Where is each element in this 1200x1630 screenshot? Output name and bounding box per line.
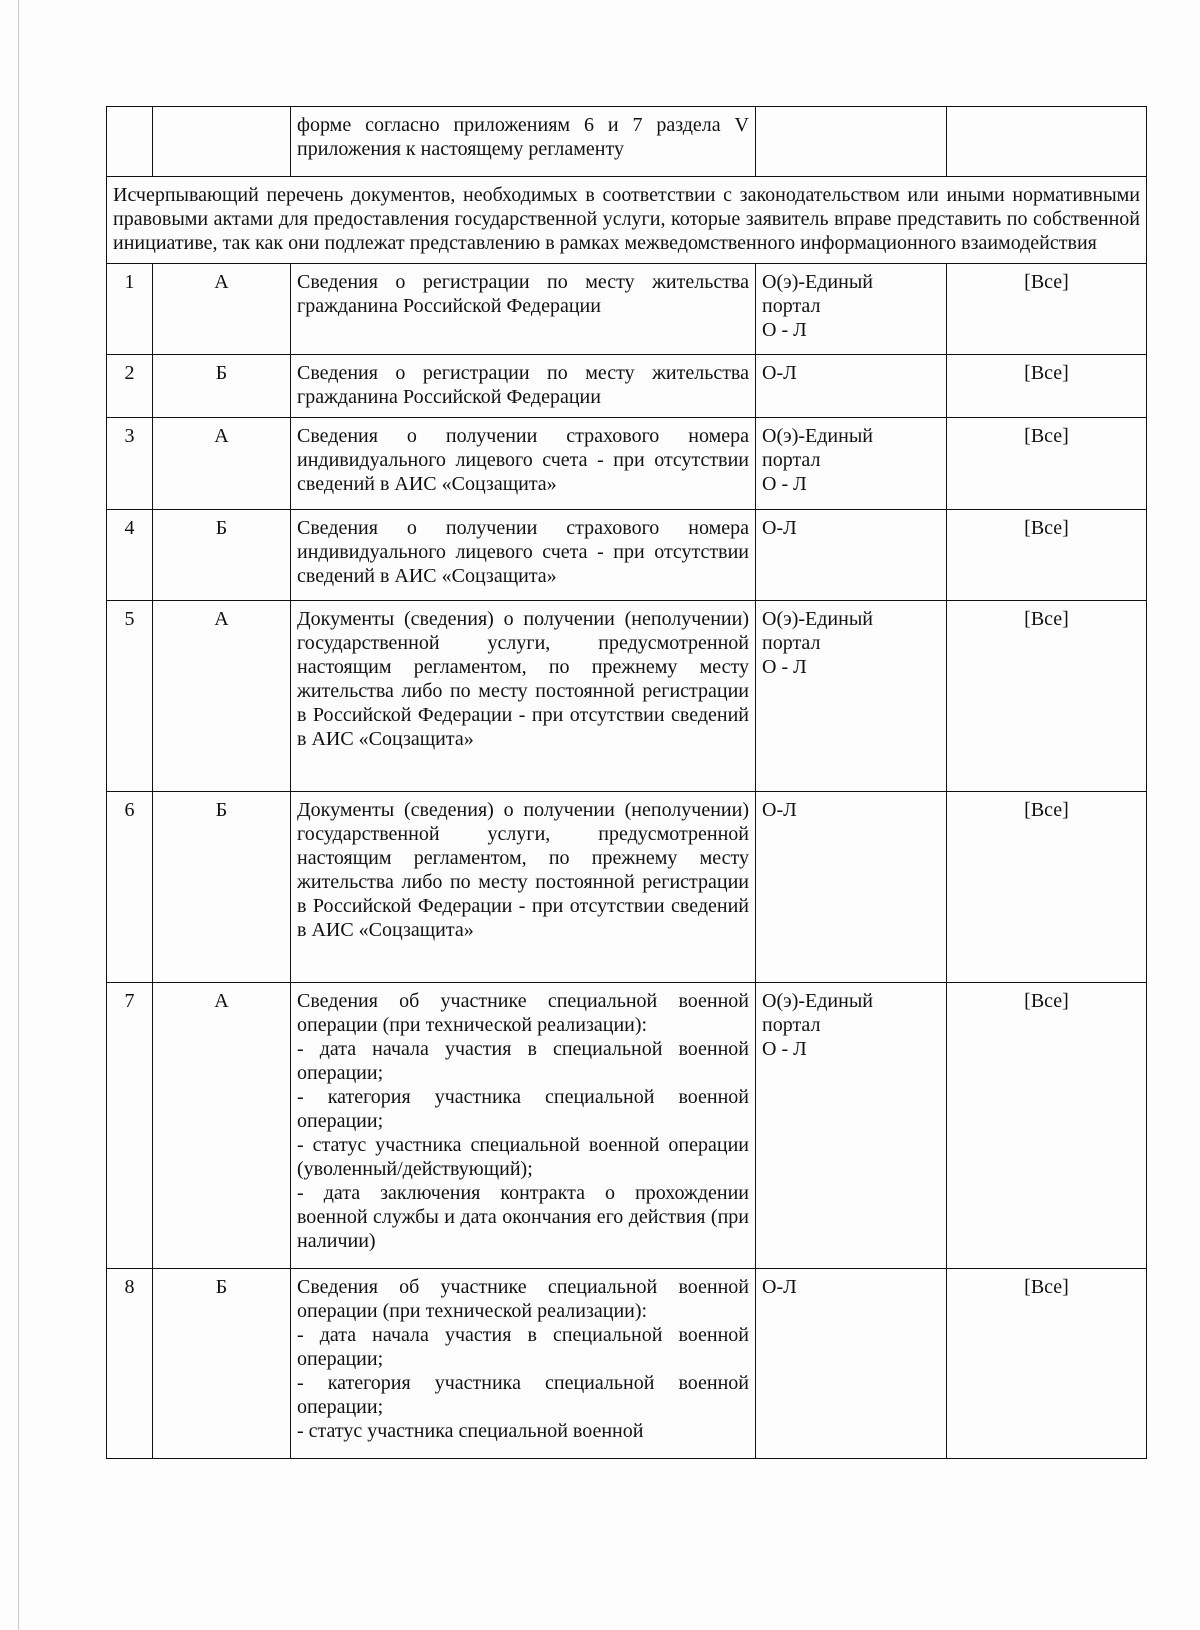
- submission-method-word: Единый: [805, 990, 873, 1012]
- document-name-line: Сведения об участнике специальной военной операции (при технической реализации):: [297, 1276, 749, 1322]
- table-row-continuation: [107, 107, 1147, 177]
- row-applicant-category: [Все]: [947, 1269, 1147, 1459]
- table-row: [107, 355, 1147, 418]
- submission-method-word: О(э): [762, 608, 799, 630]
- row-document-name: Сведения о получении страхового номера индивидуального лицевого счета - при отсутствии сведений в АИС «Соцзащита»: [291, 418, 756, 510]
- row-document-name: [291, 1269, 756, 1459]
- row-number: 8: [107, 1269, 153, 1459]
- row-document-name: Сведения о регистрации по месту жительства гражданина Российской Федерации: [291, 355, 756, 418]
- cell-empty: [153, 107, 291, 177]
- submission-method-word: Единый: [805, 425, 873, 447]
- row-category: Б: [153, 510, 291, 601]
- submission-method-word: Л: [783, 362, 797, 384]
- row-category: А: [153, 418, 291, 510]
- submission-method-line: О - Л: [762, 656, 807, 678]
- row-number: 3: [107, 418, 153, 510]
- cell-empty: [756, 107, 947, 177]
- table-row-section-header: [107, 177, 1147, 264]
- row-applicant-category: [Все]: [947, 355, 1147, 418]
- row-document-name: Документы (сведения) о получении (неполучении) государственной услуги, предусмотренной настоящим регламентом, по прежнему месту жительства либо по месту постоянной регистрации в Российской Федерации - при отсутствии сведений в АИС «Соцзащита»: [291, 601, 756, 792]
- submission-method-word: Л: [783, 1276, 797, 1298]
- document-name-line: - статус участника специальной военной операции (уволенный/действующий);: [297, 1134, 749, 1180]
- table-row: [107, 983, 1147, 1269]
- submission-method-word: -: [798, 425, 806, 447]
- document-name-line: - дата начала участия в специальной военной операции;: [297, 1038, 749, 1084]
- row-category: А: [153, 264, 291, 355]
- submission-method-word: -: [798, 608, 806, 630]
- document-name-line: - категория участника специальной военной операции;: [297, 1086, 749, 1132]
- row-applicant-category: [Все]: [947, 264, 1147, 355]
- submission-method-line: [762, 361, 940, 385]
- row-submission-method: [756, 510, 947, 601]
- row-document-name: [291, 983, 756, 1269]
- document-name-line: - дата начала участия в специальной военной операции;: [297, 1324, 749, 1370]
- submission-method-word: О: [762, 362, 777, 384]
- scan-edge-line: [18, 0, 19, 1630]
- submission-method-word: -: [798, 271, 806, 293]
- row-number: 4: [107, 510, 153, 601]
- cell-empty: [107, 107, 153, 177]
- document-name-line: Сведения об участнике специальной военной операции (при технической реализации):: [297, 990, 749, 1036]
- submission-method-word: Л: [783, 799, 797, 821]
- row-category: Б: [153, 792, 291, 983]
- row-document-name: Сведения о получении страхового номера индивидуального лицевого счета - при отсутствии сведений в АИС «Соцзащита»: [291, 510, 756, 601]
- submission-method-word: -: [776, 362, 784, 384]
- documents-table: [106, 106, 1147, 1459]
- document-name-line: - статус участника специальной военной: [297, 1420, 644, 1442]
- submission-method-word: -: [776, 799, 784, 821]
- submission-method-line: О - Л: [762, 1038, 807, 1060]
- submission-method-word: О: [762, 799, 777, 821]
- table-row: [107, 510, 1147, 601]
- row-number: 2: [107, 355, 153, 418]
- row-applicant-category: [Все]: [947, 792, 1147, 983]
- submission-method-word: -: [776, 517, 784, 539]
- document-name-line: - категория участника специальной военной операции;: [297, 1372, 749, 1418]
- cell-doc-continuation: форме согласно приложениям 6 и 7 раздела V приложения к настоящему регламенту: [291, 107, 756, 177]
- submission-method-line: [762, 516, 940, 540]
- row-submission-method: [756, 418, 947, 510]
- submission-method-line: О - Л: [762, 319, 807, 341]
- table-row: [107, 264, 1147, 355]
- table-row: [107, 601, 1147, 792]
- submission-method-word: О: [762, 1276, 777, 1298]
- section-header-text: Исчерпывающий перечень документов, необходимых в соответствии с законодательством или иными нормативными правовыми актами для предоставления государственной услуги, которые заявитель вправе представить по собственной инициативе, так как они подлежат представлению в рамках межведомственного информационного взаимодействия: [107, 177, 1147, 264]
- row-number: 6: [107, 792, 153, 983]
- table-row: [107, 1269, 1147, 1459]
- row-submission-method: [756, 792, 947, 983]
- submission-method-line: [762, 607, 940, 631]
- submission-method-line: [762, 1275, 940, 1299]
- row-applicant-category: [Все]: [947, 510, 1147, 601]
- submission-method-line: О - Л: [762, 473, 807, 495]
- submission-method-word: О(э): [762, 425, 799, 447]
- row-document-name: Документы (сведения) о получении (неполучении) государственной услуги, предусмотренной настоящим регламентом, по прежнему месту жительства либо по месту постоянной регистрации в Российской Федерации - при отсутствии сведений в АИС «Соцзащита»: [291, 792, 756, 983]
- submission-method-word: Л: [783, 517, 797, 539]
- row-number: 1: [107, 264, 153, 355]
- row-applicant-category: [Все]: [947, 983, 1147, 1269]
- cell-empty: [947, 107, 1147, 177]
- submission-method-word: О: [762, 517, 777, 539]
- table-row: [107, 792, 1147, 983]
- row-category: А: [153, 601, 291, 792]
- submission-method-line: [762, 270, 940, 294]
- row-number: 5: [107, 601, 153, 792]
- submission-method-line: портал: [762, 1014, 821, 1036]
- row-submission-method: [756, 601, 947, 792]
- row-document-name: Сведения о регистрации по месту жительства гражданина Российской Федерации: [291, 264, 756, 355]
- submission-method-word: Единый: [805, 271, 873, 293]
- row-category: Б: [153, 355, 291, 418]
- submission-method-line: портал: [762, 632, 821, 654]
- table-rows: [107, 264, 1147, 1459]
- row-category: А: [153, 983, 291, 1269]
- row-number: 7: [107, 983, 153, 1269]
- submission-method-line: [762, 989, 940, 1013]
- row-submission-method: [756, 983, 947, 1269]
- row-applicant-category: [Все]: [947, 601, 1147, 792]
- submission-method-line: [762, 798, 940, 822]
- document-name-line: - дата заключения контракта о прохождении военной службы и дата окончания его действия (при наличии): [297, 1182, 749, 1252]
- submission-method-line: [762, 424, 940, 448]
- row-submission-method: [756, 1269, 947, 1459]
- submission-method-word: -: [798, 990, 806, 1012]
- submission-method-line: портал: [762, 295, 821, 317]
- row-category: Б: [153, 1269, 291, 1459]
- row-applicant-category: [Все]: [947, 418, 1147, 510]
- submission-method-word: О(э): [762, 990, 799, 1012]
- table-row: [107, 418, 1147, 510]
- submission-method-line: портал: [762, 449, 821, 471]
- row-submission-method: [756, 355, 947, 418]
- row-submission-method: [756, 264, 947, 355]
- submission-method-word: -: [776, 1276, 784, 1298]
- submission-method-word: Единый: [805, 608, 873, 630]
- submission-method-word: О(э): [762, 271, 799, 293]
